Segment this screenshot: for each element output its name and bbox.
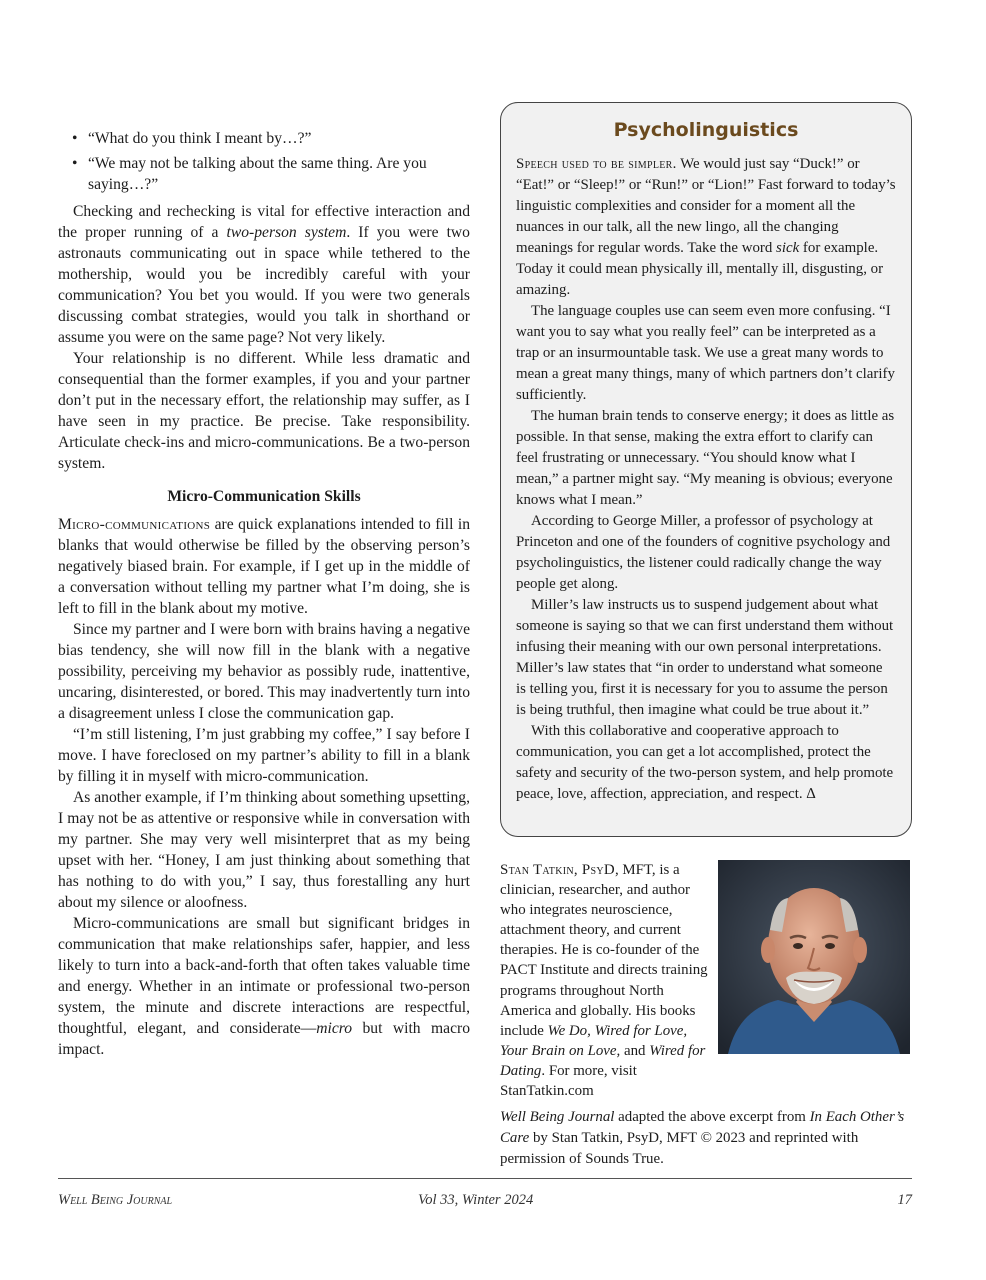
paragraph: As another example, if I’m thinking about something upsetting, I may not be as attentive or responsive while in conversation with my partner. She may very well misinterpret that as my being upset with her. “Honey, I am just thinking about something that has nothing to do with you,” I say, thus forestalling any hurt about my silence or aloofness. xyxy=(58,789,470,911)
paragraph: With this collaborative and cooperative approach to communication, you can get a lot accomplished, protect the safety and security of the two-person system, and help promote peace, love, affection, appreciation, and respect. ∆ xyxy=(516,723,894,802)
paragraph: The language couples use can seem even more confusing. “I want you to say what you really feel” can be interpreted as a trap or an insurmountable task. We use a great many words to mean a great many things, many of which partners don’t clarify sufficiently. xyxy=(516,303,895,403)
question-list xyxy=(58,128,470,195)
author-photo xyxy=(718,860,910,1054)
list-item: • “What do you think I meant by…?” xyxy=(72,130,312,147)
psycholinguistics-sidebar xyxy=(500,102,912,837)
bullet-dot-icon: • xyxy=(72,130,78,147)
paragraph: Speech used to be simpler. We would just say “Duck!” or “Eat!” or “Sleep!” or “Run!” or “Lion!” Fast forward to today’s linguistic complexities and consider for a moment all the nuances in our talk, all the new lingo, all the changing meanings for regular words. Take the word sick for example. Today it could mean physically ill, mentally ill, disgusting, or amazing. xyxy=(516,156,896,298)
author-bio: Stan Tatkin, PsyD, MFT, is a clinician, researcher, and author who integrates neuroscience, attachment theory, and current therapies. He is co-founder of the PACT Institute and directs training programs throughout North America and globally. His books include We Do, Wired for Love, Your Brain on Love, and Wired for Dating. For more, visit StanTatkin.com xyxy=(500,862,708,1100)
paragraph: Micro-communications are quick explanations intended to fill in blanks that would otherwise be filled by the observing person’s negatively biased brain. For example, if I get up in the middle of a conversation without telling my partner what I’m doing, she is left to fill in the blank about my motive. xyxy=(58,516,470,617)
article-column xyxy=(58,128,470,1060)
paragraph: Miller’s law instructs us to suspend judgement about what someone is saying so that we can first understand them without infusing their meaning with our own personal interpretations. Miller’s law states that “in order to understand what someone is telling you, first it is necessary for you to assume the person is being truthful, then imagine what could be true about it.” xyxy=(516,597,894,718)
paragraph: The human brain tends to conserve energy; it does as little as possible. In that sense, making the extra effort to clarify can feel frustrating or unnecessary. “You should know what I mean,” a partner might say. “My meaning is obvious; everyone knows what I mean.” xyxy=(516,408,895,508)
paragraph: Micro-communications are small but significant bridges in communication that make relationships safer, happier, and less likely to turn into a back-and-forth that often takes valuable time and energy. Whether in an intimate or professional two-person system, the minute and discrete interactions are respectful, thoughtful, elegant, and considerate—micro but with macro impact. xyxy=(58,915,470,1058)
paragraph: According to George Miller, a professor of psychology at Princeton and one of the founders of cognitive psychology and psycholinguistics, the listener could radically change the way people get along. xyxy=(516,513,891,592)
footer-issue: Vol 33, Winter 2024 xyxy=(418,1192,534,1208)
author-name: Stan Tatkin, PsyD xyxy=(500,862,615,878)
footer-journal-name: Well Being Journal xyxy=(58,1192,173,1208)
page-number: 17 xyxy=(897,1192,912,1208)
bullet-dot-icon: • xyxy=(72,155,78,172)
paragraph: “I’m still listening, I’m just grabbing my coffee,” I say before I move. I have foreclosed on my partner’s ability to fill in a blank by filling it in myself with micro-communication. xyxy=(58,726,470,785)
paragraph: Since my partner and I were born with brains having a negative bias tendency, she will now fill in the blank with a negative possibility, perceiving my behavior as possibly rude, inattentive, uncaring, disinterested, or bored. This may inadvertently turn into a disagreement unless I close the communication gap. xyxy=(58,621,470,722)
list-item: • “We may not be talking about the same thing. Are you saying…?” xyxy=(72,155,427,193)
footer-divider xyxy=(58,1178,912,1179)
excerpt-credit: Well Being Journal adapted the above excerpt from In Each Other’s Care by Stan Tatkin, PsyD, MFT © 2023 and reprinted with permission of Sounds True. xyxy=(500,1109,905,1167)
sidebar-title: Psycholinguistics xyxy=(613,119,799,141)
paragraph: Your relationship is no different. While less dramatic and consequential than the former examples, if you and your partner don’t put in the necessary effort, the relationship may suffer, as I have seen in my practice. Be precise. Take responsibility. Articulate check-ins and micro-communications. Be a two-person system. xyxy=(58,350,470,472)
paragraph: Checking and rechecking is vital for effective interaction and the proper running of a two-person system. If you were two astronauts communicating out in space while tethered to the mothership, would you be incredibly careful with your communication? You bet you would. If you were two generals discussing combat strategies, would you talk in shorthand or assume you were on the same page? Not very likely. xyxy=(58,203,470,346)
sidebar-body xyxy=(516,154,896,805)
section-heading: Micro-Communication Skills xyxy=(167,488,361,505)
